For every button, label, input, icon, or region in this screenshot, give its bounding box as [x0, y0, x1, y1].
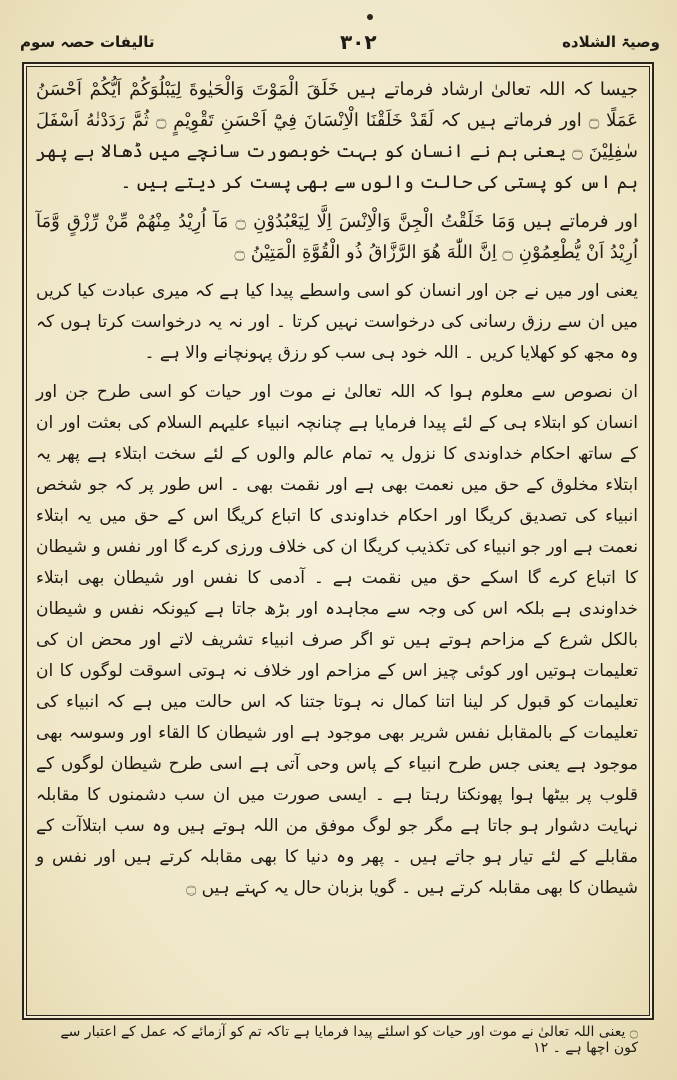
paragraph-explanation: ان نصوص سے معلوم ہوا کہ اللہ تعالیٰ نے موت اور حیات کو اسی طرح جن اور انسان کو ابتلاء ہی کے لئے پیدا فرمایا ہے چنانچہ انبیاء علیہم السلام کی بعثت اور ان کے ساتھ احکام خداوندی کا نزول یہ تمام عالم والوں کے لئے سخت ابتلاء ہے پھر یہ ابتلاء مخلوق کے حق میں نعمت بھی ہے اور نقمت بھی ۔ اس طور پر کہ جو شخص انبیاء کی تصدیق کریگا اور احکام خداوندی کا اتباع کریگا اس کے حق میں یہ ابتلاء نعمت ہے اور جو انبیاء کی تکذیب کریگا ان کی خلاف ورزی کرے گا اور نفس و شیطان کا اتباع کرے گا اسکے حق میں نقمت ہے ۔ آدمی کا نفس اور شیطان بھی ابتلاء خداوندی ہے بلکہ اس کی وجہ سے مجاہدہ اور بڑھ جاتا ہے کیونکہ نفس و شیطان بالکل شرع کے مزاحم ہوتے ہیں تو اگر صرف انبیاء تشریف لاتے اور محض ان کی تعلیمات ہوتیں اور کوئی چیز اس کے مزاحم اور خلاف نہ ہوتی اسوقت لوگوں کا ان تعلیمات کو قبول کر لینا اتنا کمال نہ ہوتا جتنا کہ اس حالت میں ہے کہ انبیاء کی تعلیمات کے بالمقابل نفس شریر بھی موجود ہے اور شیطان کا القاء اور وسوسہ بھی موجود ہے یعنی جس طرح انبیاء کے پاس وحی آتی ہے اسی طرح شیطان لوگوں کے قلوب پر بیٹھا ہوا پھونکتا رہتا ہے ۔ ایسی صورت میں ان سب دشمنوں کا مقابلہ نہایت دشوار ہو جاتا ہے مگر جو لوگ موفق من اللہ ہوتے ہیں وہ سب ابتلاآت کے مقابلے کے لئے تیار ہو جاتے ہیں ۔ پھر وہ دنیا کا بھی مقابلہ کرتے ہیں اور نفس و شیطان کا بھی مقابلہ کرتے ہیں ۔ گویا بزبان حال یہ کہتے ہیں ۝	[36, 382, 638, 898]
page-header	[20, 24, 660, 60]
footnote: ۝ یعنی اللہ تعالیٰ نے موت اور حیات کو اسلئے پیدا فرمایا ہے تاکہ تم کو آزمائے کہ عمل کے اعتبار سے کون اچھا ہے ۔ ۱۲	[60, 1024, 638, 1056]
paragraph-verse-worship: اور فرماتے ہیں وَمَا خَلَقْتُ الْجِنَّ وَالْاِنْسَ اِلَّا لِيَعْبُدُوْنِ ۝ مَآ اُرِيْدُ مِنْهُمْ مِّنْ رِّزْقٍ وَّمَآ اُرِيْدُ اَنْ يُّطْعِمُوْنِ ۝ اِنَّ اللّٰهَ هُوَ الرَّزَّاقُ ذُو الْقُوَّةِ الْمَتِيْنُ ۝	[36, 211, 638, 263]
page-mark	[367, 14, 373, 20]
main-text	[36, 74, 638, 1004]
paragraph-translation: یعنی اور میں نے جن اور انسان کو اسی واسطے پیدا کیا ہے کہ میری عبادت کیا کریں میں ان سے رزق رسانی کی درخواست نہیں کرتا ۔ اور نہ یہ درخواست کرتا ہوں کہ وہ مجھ کو کھلایا کریں ۔ اللہ خود ہی سب کو رزق پہونچانے والا ہے ۔	[36, 281, 638, 363]
paragraph-verse-intro: جیسا کہ اللہ تعالیٰ ارشاد فرماتے ہیں خَلَقَ الْمَوْتَ وَالْحَيٰوةَ لِيَبْلُوَكُمْ اَيُّكُمْ اَحْسَنُ عَمَلًا ۝ اور فرماتے ہیں کہ لَقَدْ خَلَقْنَا الْاِنْسَانَ فِيْٓ اَحْسَنِ تَقْوِيْمٍ ۝ ثُمَّ رَدَدْنٰهُ اَسْفَلَ سٰفِلِيْنَ ۝ یعنی ہم نے انسان کو بہت خوبصورت سانچے میں ڈھالا ہے پھر ہم اس کو پستی کی حالت والوں سے بھی پست کر دیتے ہیں ۔	[36, 79, 639, 193]
chapter-title: وصیۃ الشلاده	[562, 33, 660, 51]
page-number: ۳۰۲	[339, 30, 377, 54]
book-title: تالیفات حصہ سوم	[20, 33, 155, 51]
